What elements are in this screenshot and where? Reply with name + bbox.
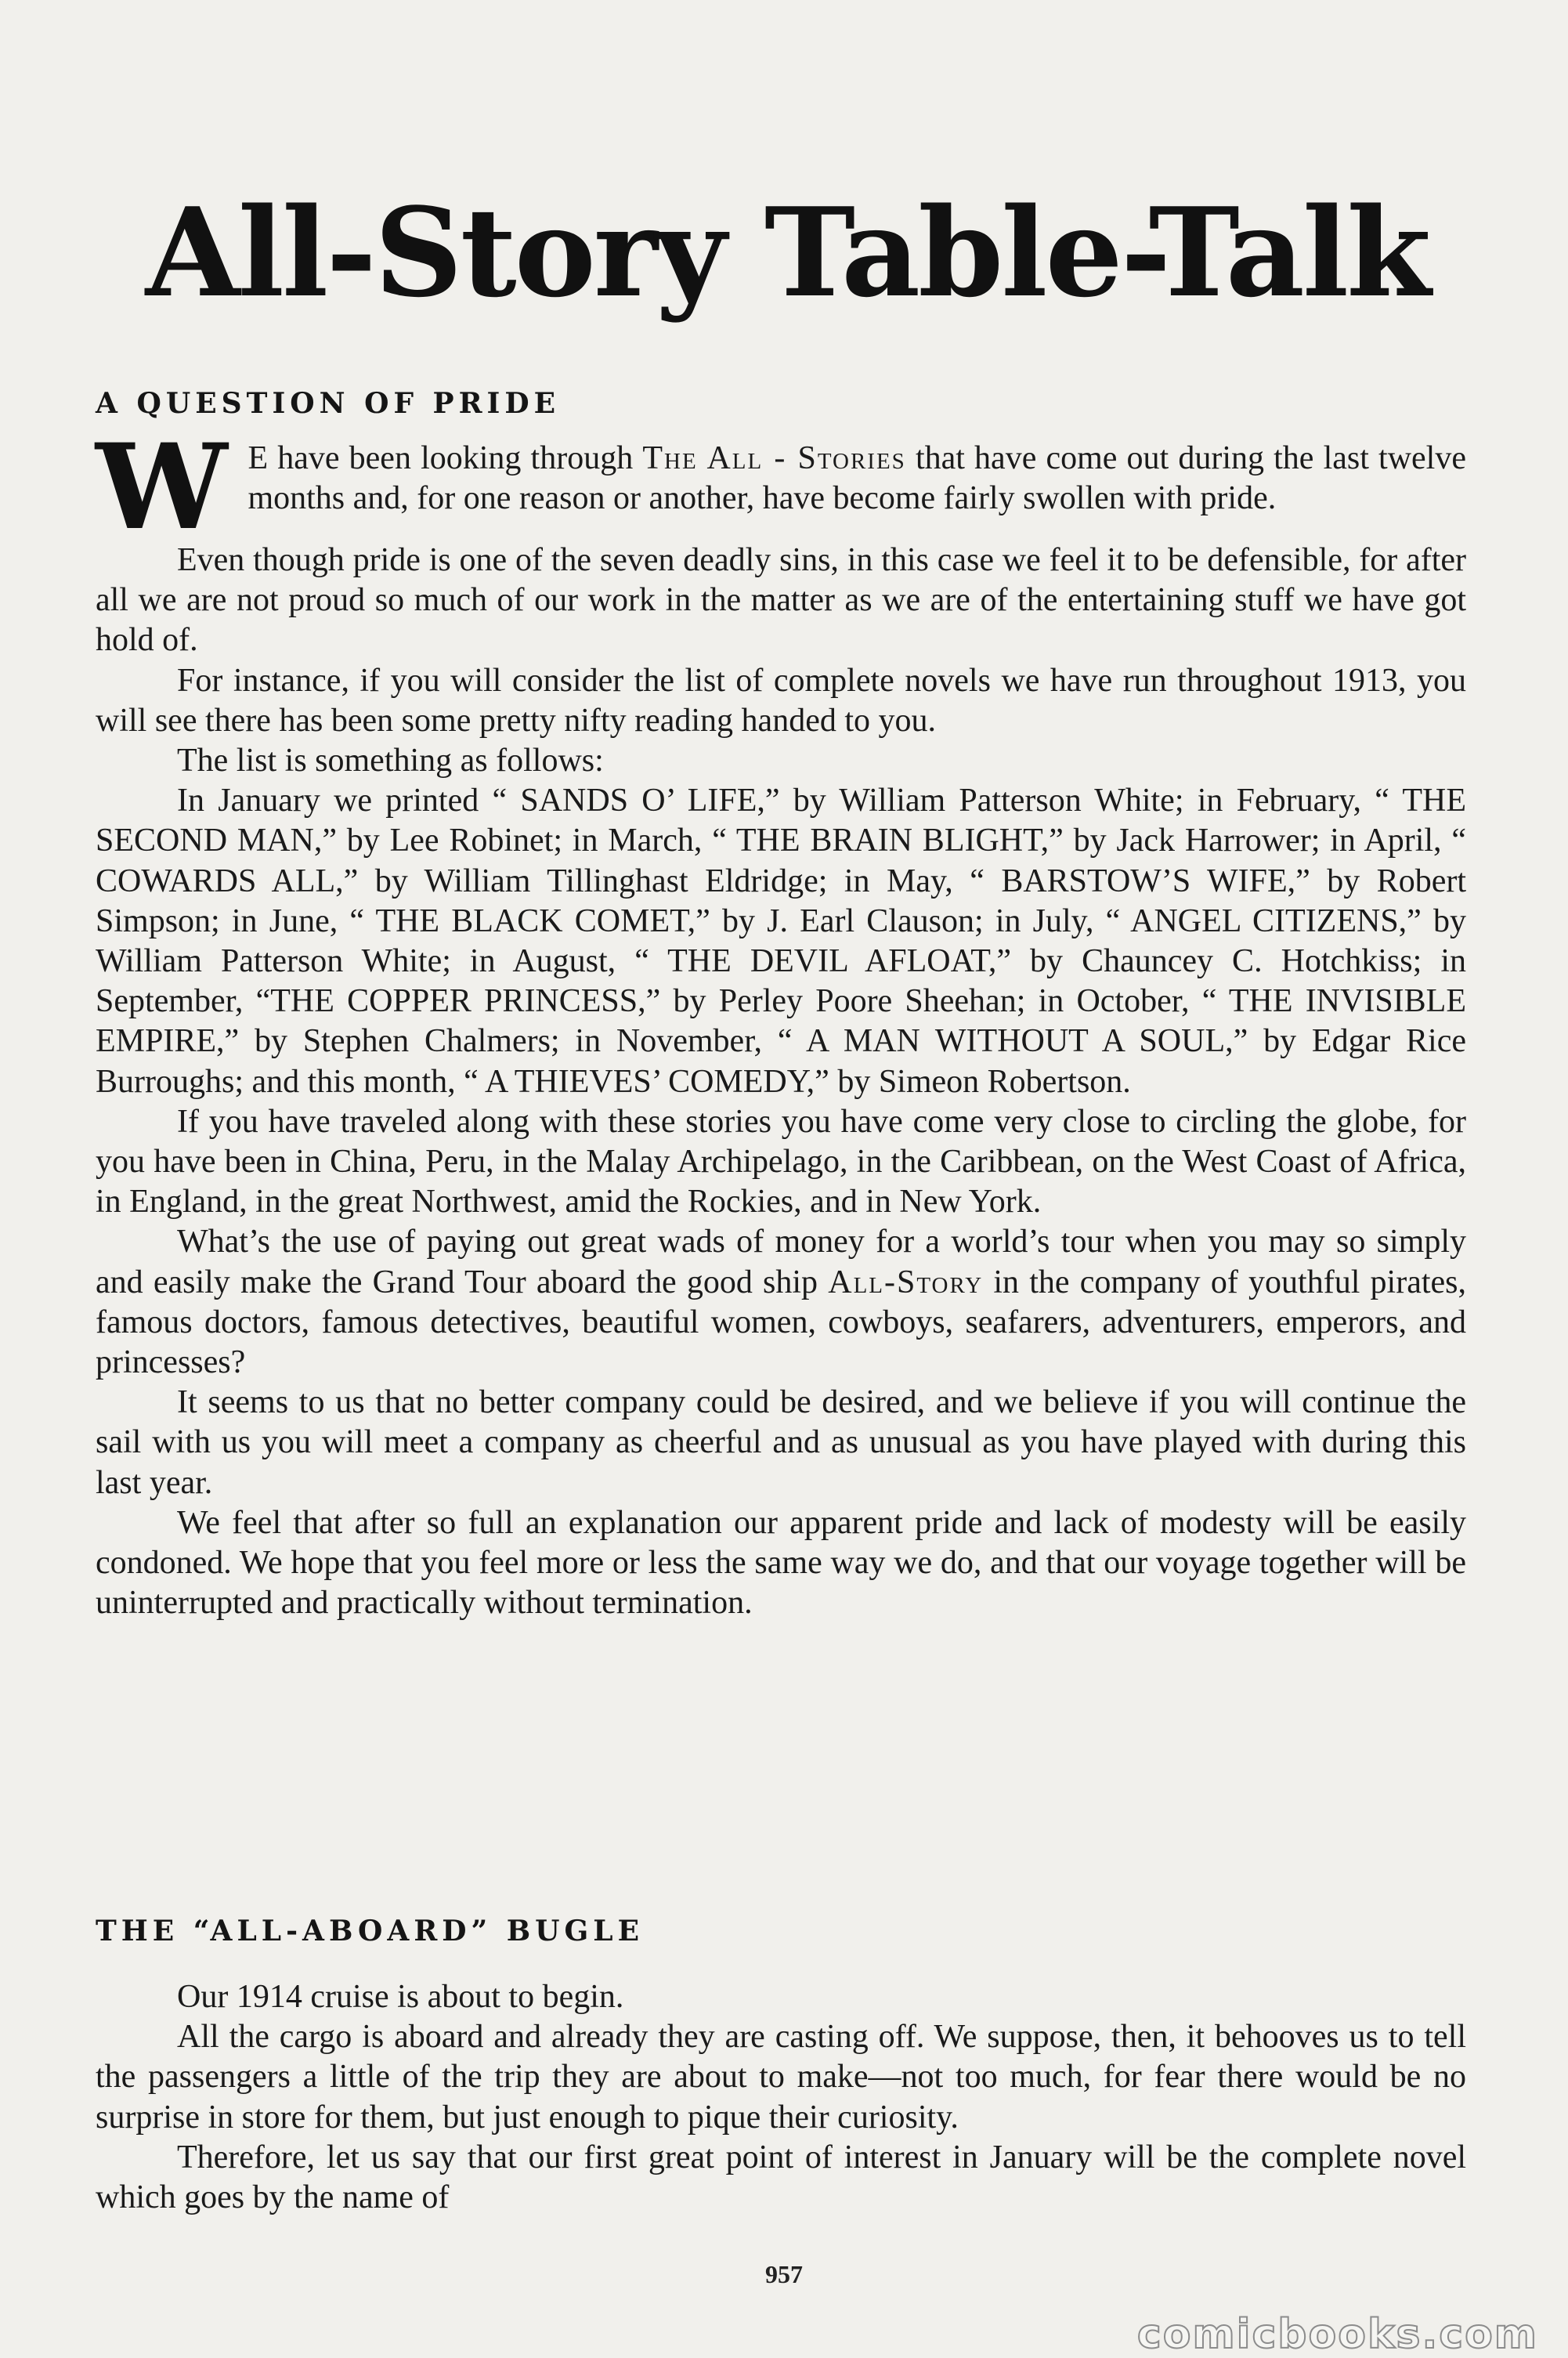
paragraph: If you have traveled along with these stories you have come very close to circling the globe, for you have been in China, Peru, in the Malay Archipelago, in the Caribbean, on the West Coast of Africa, in England, in the great Northwest, amid the Rockies, and in New York. [96,1103,1466,1221]
paragraph-text: in the company of youthful pirates, famous doctors, famous detectives, beautiful women, cowboys, seafarers, adventurers, emperors, and princesses? [96,1264,1467,1381]
paragraph: We feel that after so full an explanation our apparent pride and lack of modesty will be easily condoned. We hope that you feel more or less the same way we do, and that our voyage together will be uninterrupted and practically without termination. [96,1504,1466,1622]
paragraph-text: E have been looking through [247,440,643,476]
section-heading: A QUESTION OF PRIDE [96,387,561,420]
paragraph-novel-list: In January we printed “ SANDS O’ LIFE,” by William Patterson White; in February, “ THE SECOND MAN,” by Lee Robinet; in March, “ THE BRAIN BLIGHT,” by Jack Harrower; in April, “ COWARDS ALL,” by William Tillinghast Eldridge; in May, “ BARSTOW’S WIFE,” by Robert Simpson; in June, “ THE BLACK COMET,” by J. Earl Clauson; in July, “ ANGEL CITIZENS,” by William Patterson White; in August, “ THE DEVIL AFLOAT,” by Chauncey C. Hotchkiss; in September, “THE COPPER PRINCESS,” by Perley Poore Sheehan; in October, “ THE INVISIBLE EMPIRE,” by Stephen Chalmers; in November, “ A MAN WITHOUT A SOUL,” by Edgar Rice Burroughs; and this month, “ A THIEVES’ COMEDY,” by Simeon Robertson. [96,783,1466,1100]
paragraph: The list is something as follows: [177,743,604,779]
section-question-of-pride [96,384,1466,1623]
paragraph: All the cargo is aboard and already they are casting off. We suppose, then, it behooves us to tell the passengers a little of the trip they are about to make—not too much, for fear there would be no surprise in store for them, but just enough to pique their curiosity. [96,2019,1466,2136]
page-number: 957 [765,2260,803,2288]
paragraph: Our 1914 cruise is about to begin. [177,1979,624,2015]
paragraph: Even though pride is one of the seven deadly sins, in this case we feel it to be defensible, for after all we are not proud so much of our work in the matter as we are of the entertaining stuff we have got hold of. [96,542,1466,659]
paragraph-text: What’s the use of paying out great wads of money for a world’s tour when you may so simply and easily make the Grand Tour aboard the good ship [96,1224,1466,1300]
section-all-aboard-bugle [96,1911,1466,2218]
section-heading: THE “ALL-ABOARD” BUGLE [96,1915,645,1948]
magazine-name: The All - Stories [642,440,906,476]
watermark: comicbooks.com [1136,2311,1538,2358]
paragraph: Therefore, let us say that our first great point of interest in January will be the complete novel which goes by the name of [96,2139,1466,2216]
paragraph [96,418,1466,556]
drop-cap: W [96,418,228,556]
paragraph: It seems to us that no better company could be desired, and we believe if you will continue the sail with us you will meet a company as cheerful and as unusual as you have played with during this last year. [96,1384,1466,1501]
paragraph [96,1222,1466,1383]
magazine-name: All-Story [828,1264,984,1300]
paragraph: For instance, if you will consider the list of complete novels we have run throughout 1913, you will see there has been some pretty nifty reading handed to you. [96,662,1466,739]
page-title: All-Story Table-Talk [145,181,1429,324]
paragraph-text: that have come out during the last twelve months and, for one reason or another, have become fairly swollen with pride. [247,440,1466,517]
